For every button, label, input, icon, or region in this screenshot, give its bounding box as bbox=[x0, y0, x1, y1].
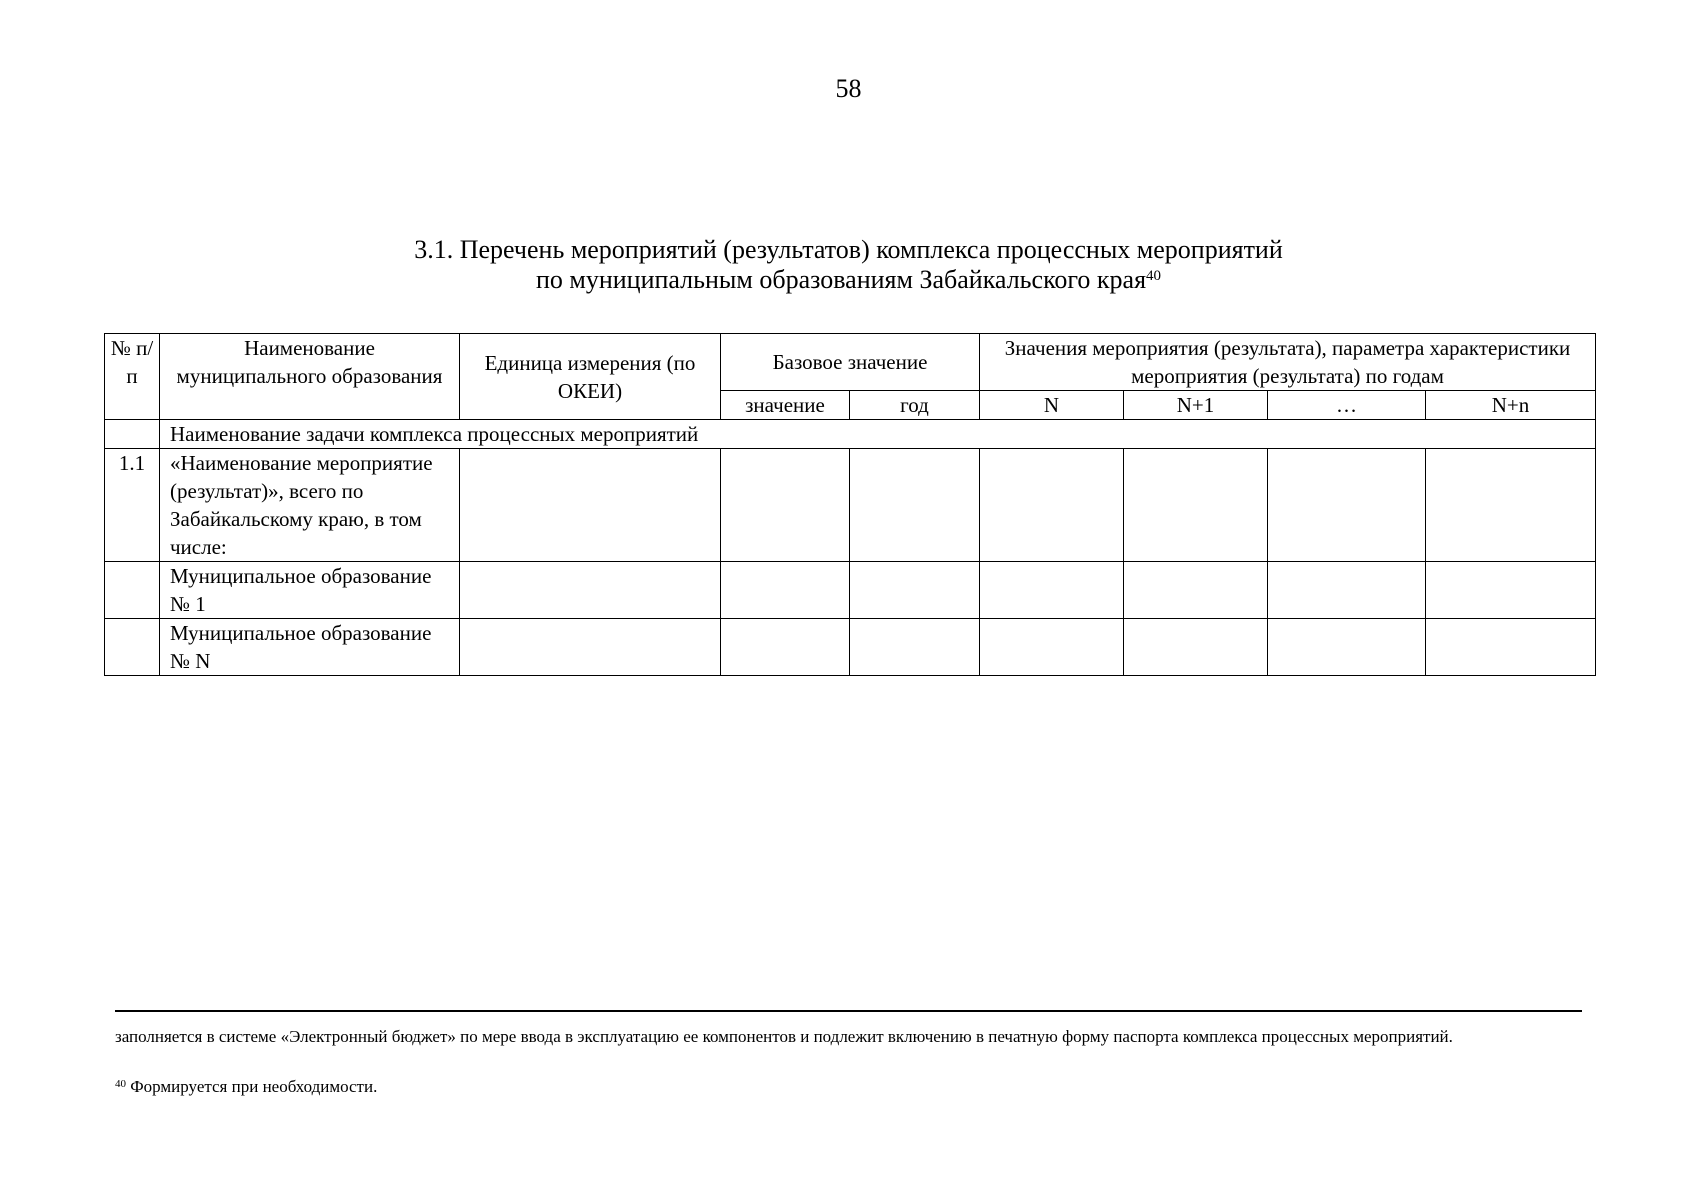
header-base-value: Базовое значение bbox=[721, 334, 980, 391]
table-cell bbox=[1124, 449, 1268, 562]
table-cell bbox=[1426, 619, 1596, 676]
table-cell bbox=[1268, 562, 1426, 619]
header-municipality-name: Наименование муниципального образования bbox=[160, 334, 460, 420]
footnote-continuation: заполняется в системе «Электронный бюджет» по мере ввода в эксплуатацию ее компонентов и подлежит включению в печатную форму паспорта комплекса процессных мероприятий. bbox=[115, 1027, 1453, 1046]
table-cell bbox=[721, 562, 850, 619]
footnote-40-number: 40 bbox=[115, 1078, 126, 1090]
header-num: № п/п bbox=[105, 334, 160, 420]
row-num bbox=[105, 619, 160, 676]
table-cell bbox=[850, 619, 980, 676]
table-cell bbox=[105, 420, 160, 449]
row-num bbox=[105, 562, 160, 619]
row-num: 1.1 bbox=[105, 449, 160, 562]
header-base-value-year: год bbox=[850, 391, 980, 420]
table-row bbox=[105, 449, 1596, 562]
table-cell bbox=[1426, 449, 1596, 562]
title-line-2 bbox=[0, 265, 1697, 295]
page-number: 58 bbox=[835, 74, 862, 103]
section-title bbox=[0, 235, 1697, 295]
row-name: «Наименование мероприятие (результат)», всего по Забайкальскому краю, в том числе: bbox=[160, 449, 460, 562]
footnote-40-text: Формируется при необходимости. bbox=[126, 1077, 378, 1096]
table-cell bbox=[980, 449, 1124, 562]
header-base-value-value: значение bbox=[721, 391, 850, 420]
title-line-2-text: по муниципальным образованиям Забайкальского края bbox=[535, 265, 1147, 294]
table-cell bbox=[980, 619, 1124, 676]
table-cell bbox=[460, 449, 721, 562]
table-cell bbox=[1426, 562, 1596, 619]
table-cell bbox=[1268, 619, 1426, 676]
header-year-nn: N+n bbox=[1426, 391, 1596, 420]
footnote-40 bbox=[115, 1075, 1582, 1098]
table-row bbox=[105, 619, 1596, 676]
table-cell bbox=[460, 562, 721, 619]
task-name-cell: Наименование задачи комплекса процессных мероприятий bbox=[160, 420, 1596, 449]
title-line-1: 3.1. Перечень мероприятий (результатов) комплекса процессных мероприятий bbox=[414, 235, 1283, 264]
table-row bbox=[105, 562, 1596, 619]
table-cell bbox=[721, 619, 850, 676]
table-cell bbox=[1124, 619, 1268, 676]
row-name: Муниципальное образование № 1 bbox=[160, 562, 460, 619]
table-cell bbox=[1124, 562, 1268, 619]
header-year-n: N bbox=[980, 391, 1124, 420]
table-cell bbox=[980, 562, 1124, 619]
row-name: Муниципальное образование № N bbox=[160, 619, 460, 676]
header-year-n1: N+1 bbox=[1124, 391, 1268, 420]
header-unit: Единица измерения (по ОКЕИ) bbox=[460, 334, 721, 420]
table-cell bbox=[460, 619, 721, 676]
table-cell bbox=[1268, 449, 1426, 562]
footnote-divider bbox=[115, 1010, 1582, 1012]
table-cell bbox=[721, 449, 850, 562]
measures-table bbox=[104, 333, 1596, 676]
task-row bbox=[105, 420, 1596, 449]
table-cell bbox=[850, 562, 980, 619]
table-cell bbox=[850, 449, 980, 562]
header-year-dots: … bbox=[1268, 391, 1426, 420]
title-footnote-ref: 40 bbox=[1146, 268, 1162, 284]
header-values-by-year: Значения мероприятия (результата), параметра характеристики мероприятия (результата) по годам bbox=[980, 334, 1596, 391]
